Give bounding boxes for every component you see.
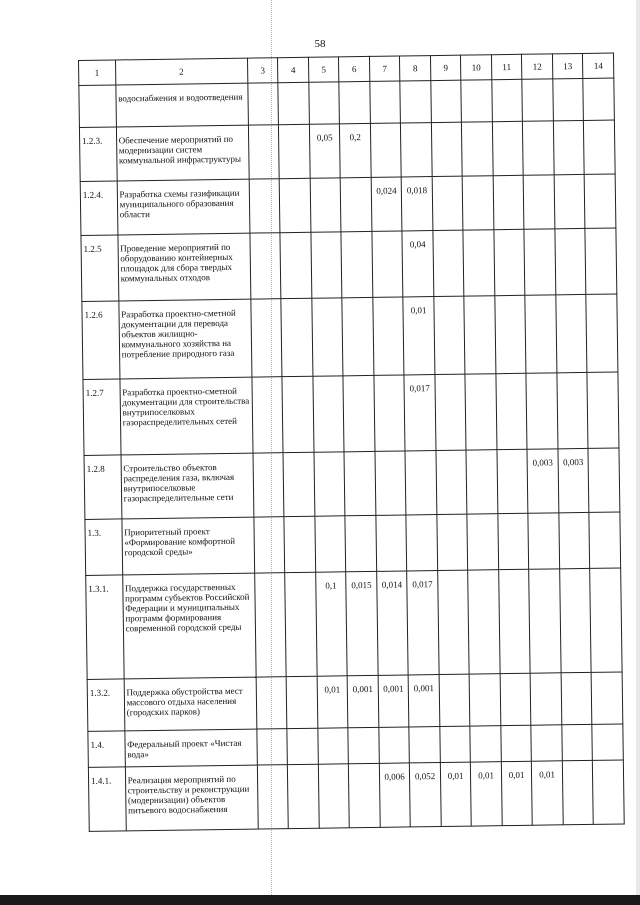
value-cell [401, 123, 432, 177]
value-cell [435, 374, 467, 450]
value-cell [496, 373, 528, 449]
value-cell [280, 178, 311, 232]
row-description: Проведение мероприятий по оборудованию контейнерных площадок для сбора твердых коммунальных отходов [118, 233, 251, 301]
value-cell [281, 298, 313, 376]
value-cell [585, 228, 617, 294]
value-cell [467, 514, 498, 570]
value-cell [470, 726, 501, 762]
value-cell [287, 728, 318, 764]
value-cell [493, 175, 524, 229]
value-cell [591, 672, 622, 724]
row-description: Разработка проектно-сметной документации для перевода объектов жилищно-коммунального хозяйства на потребление природного газа [118, 299, 251, 379]
value-cell [461, 80, 492, 122]
value-cell [372, 231, 403, 297]
table-row [80, 174, 616, 235]
value-cell [376, 515, 407, 571]
value-cell: 0,01 [532, 761, 563, 825]
row-number: 1.2.4. [80, 181, 117, 236]
program-table [78, 53, 625, 832]
value-cell [492, 121, 523, 175]
row-description: Разработка схемы газификации муниципального образования области [117, 179, 250, 235]
value-cell [529, 569, 561, 673]
value-cell [561, 672, 592, 724]
value-cell [524, 229, 555, 295]
value-cell [463, 230, 494, 296]
value-cell [466, 450, 497, 514]
value-cell: 0,018 [401, 177, 432, 231]
value-cell [314, 452, 345, 516]
value-cell [315, 516, 346, 572]
table-row [79, 120, 615, 181]
value-cell: 0,01 [440, 762, 471, 826]
value-cell [370, 81, 401, 123]
value-cell [373, 297, 405, 375]
value-cell [257, 765, 288, 829]
value-cell [588, 448, 620, 512]
value-cell [589, 512, 620, 568]
value-cell [497, 449, 528, 513]
value-cell [584, 174, 615, 228]
value-cell [557, 372, 589, 448]
value-cell [312, 298, 344, 376]
value-cell [310, 178, 341, 232]
value-cell: 0,024 [371, 177, 402, 231]
value-cell [592, 724, 623, 760]
value-cell [248, 125, 279, 179]
value-cell [279, 124, 310, 178]
value-cell [340, 177, 371, 231]
row-number: 1.4.1. [88, 767, 125, 832]
column-header: 10 [461, 55, 492, 80]
row-number: 1.4. [88, 731, 125, 768]
value-cell [253, 453, 284, 517]
value-cell [375, 451, 406, 515]
value-cell [248, 83, 279, 125]
value-cell [498, 569, 530, 673]
value-cell [556, 294, 588, 372]
value-cell [525, 295, 557, 373]
value-cell [256, 677, 287, 729]
value-cell [311, 232, 342, 298]
value-cell [587, 372, 619, 448]
scan-right-edge [636, 0, 640, 905]
table-row [85, 512, 621, 575]
value-cell [501, 725, 532, 761]
value-cell [526, 373, 558, 449]
column-header: 2 [115, 58, 248, 85]
value-cell [406, 515, 437, 571]
value-cell [553, 120, 584, 174]
value-cell [559, 512, 590, 568]
row-number: 1.2.6 [82, 301, 120, 380]
row-number: 1.2.5 [81, 235, 119, 302]
value-cell [343, 375, 375, 451]
column-header: 14 [583, 53, 614, 78]
value-cell [531, 725, 562, 761]
value-cell [283, 452, 314, 516]
row-number: 1.2.8 [84, 455, 121, 520]
value-cell [583, 78, 614, 120]
value-cell [286, 676, 317, 728]
value-cell [593, 760, 625, 824]
row-description: Поддержка государственных программ субъектов Российской Федерации и муниципальных программ формирования современной городской среды [122, 573, 256, 679]
value-cell [439, 674, 470, 726]
value-cell: 0,001 [347, 675, 378, 727]
value-cell [553, 78, 584, 120]
value-cell: 0,01 [501, 761, 532, 825]
column-header: 8 [400, 56, 431, 81]
value-cell: 0,001 [408, 675, 439, 727]
value-cell [345, 515, 376, 571]
value-cell [318, 764, 349, 828]
value-cell [342, 297, 374, 375]
value-cell [251, 299, 283, 377]
value-cell [254, 517, 285, 573]
value-cell [562, 760, 593, 824]
column-header: 5 [308, 57, 339, 82]
value-cell [498, 513, 529, 569]
value-cell [465, 374, 497, 450]
value-cell: 0,01 [471, 762, 502, 826]
value-cell [348, 727, 379, 763]
row-description: Разработка проектно-сметной документации для строительства внутрипоселковых газораспределительных сетей [120, 377, 253, 455]
column-header: 3 [247, 58, 278, 83]
table-container [78, 53, 625, 832]
column-header: 11 [491, 54, 522, 79]
column-header: 9 [430, 55, 461, 80]
row-number: 1.3.2. [87, 679, 124, 732]
value-cell [370, 123, 401, 177]
value-cell: 0,003 [527, 449, 558, 513]
value-cell: 0,003 [558, 448, 589, 512]
value-cell [252, 377, 284, 453]
value-cell [318, 728, 349, 764]
value-cell [257, 729, 288, 765]
value-cell: 0,01 [317, 676, 348, 728]
value-cell [559, 568, 591, 672]
value-cell [590, 568, 622, 672]
table-row [82, 294, 618, 379]
table-row [88, 760, 624, 831]
value-cell [349, 763, 380, 827]
value-cell [250, 233, 281, 299]
column-header: 12 [522, 54, 553, 79]
value-cell [280, 232, 311, 298]
value-cell: 0,2 [340, 123, 371, 177]
value-cell: 0,001 [378, 675, 409, 727]
row-description: Федеральный проект «Чистая вода» [124, 729, 257, 767]
table-row [86, 568, 622, 679]
page-number: 58 [314, 38, 326, 50]
value-cell [278, 82, 309, 124]
table-row [87, 672, 623, 731]
value-cell [432, 176, 463, 230]
value-cell [554, 174, 585, 228]
value-cell: 0,017 [404, 375, 436, 451]
value-cell [584, 120, 615, 174]
table-row [81, 228, 617, 301]
value-cell: 0,015 [346, 571, 378, 675]
value-cell [313, 376, 345, 452]
value-cell [339, 81, 370, 123]
table-body [79, 78, 624, 831]
value-cell [431, 122, 462, 176]
value-cell [462, 176, 493, 230]
value-cell [437, 514, 468, 570]
scan-bottom-band [0, 895, 640, 905]
value-cell [282, 376, 314, 452]
row-number [79, 85, 116, 128]
value-cell [462, 122, 493, 176]
row-number: 1.3. [85, 519, 122, 576]
value-cell: 0,017 [407, 571, 439, 675]
column-header: 13 [552, 53, 583, 78]
value-cell [495, 295, 527, 373]
value-cell [494, 229, 525, 295]
table-row [79, 78, 615, 127]
value-cell [469, 674, 500, 726]
value-cell [434, 296, 466, 374]
value-cell [405, 451, 436, 515]
value-cell [284, 516, 315, 572]
value-cell [341, 231, 372, 297]
value-cell [555, 228, 586, 294]
value-cell: 0,1 [316, 572, 348, 676]
table-row [83, 372, 619, 455]
value-cell [528, 513, 559, 569]
value-cell [285, 572, 317, 676]
value-cell [409, 727, 440, 763]
row-number: 1.2.7 [83, 379, 121, 456]
row-description: Реализация мероприятий по строительству и реконструкции (модернизации) объектов питьевого водоснабжения [125, 765, 258, 831]
row-description: Обеспечение мероприятий по модернизации систем коммунальной инфраструктуры [116, 125, 249, 181]
column-header: 6 [339, 56, 370, 81]
row-number: 1.2.3. [79, 127, 116, 182]
value-cell [468, 570, 500, 674]
value-cell: 0,014 [376, 571, 408, 675]
value-cell [288, 764, 319, 828]
value-cell [530, 673, 561, 725]
value-cell [309, 82, 340, 124]
value-cell [500, 673, 531, 725]
value-cell: 0,052 [410, 763, 441, 827]
value-cell [492, 79, 523, 121]
value-cell: 0,006 [379, 763, 410, 827]
value-cell [436, 450, 467, 514]
column-header: 7 [369, 56, 400, 81]
value-cell [344, 451, 375, 515]
row-description: Поддержка обустройства мест массового отдыха населения (городских парков) [124, 677, 257, 731]
value-cell: 0,04 [402, 231, 433, 297]
row-description: водоснабжения и водоотведения [115, 83, 248, 127]
row-number: 1.3.1. [86, 575, 124, 680]
value-cell [522, 79, 553, 121]
column-header: 1 [79, 60, 116, 86]
value-cell: 0,01 [403, 297, 435, 375]
value-cell [523, 175, 554, 229]
value-cell [433, 230, 464, 296]
value-cell [249, 179, 280, 233]
value-cell: 0,05 [309, 124, 340, 178]
value-cell [431, 80, 462, 122]
value-cell [523, 121, 554, 175]
table-row [84, 448, 620, 519]
value-cell [586, 294, 618, 372]
value-cell [464, 296, 496, 374]
value-cell [374, 375, 406, 451]
row-description: Приоритетный проект «Формирование комфортной городской среды» [122, 517, 255, 575]
value-cell [255, 573, 287, 677]
row-description: Строительство объектов распределения газа, включая внутрипоселковые газораспределительные сети [121, 453, 254, 519]
value-cell [440, 726, 471, 762]
value-cell [400, 81, 431, 123]
column-header: 4 [278, 57, 309, 82]
value-cell [562, 724, 593, 760]
value-cell [379, 727, 410, 763]
value-cell [437, 570, 469, 674]
